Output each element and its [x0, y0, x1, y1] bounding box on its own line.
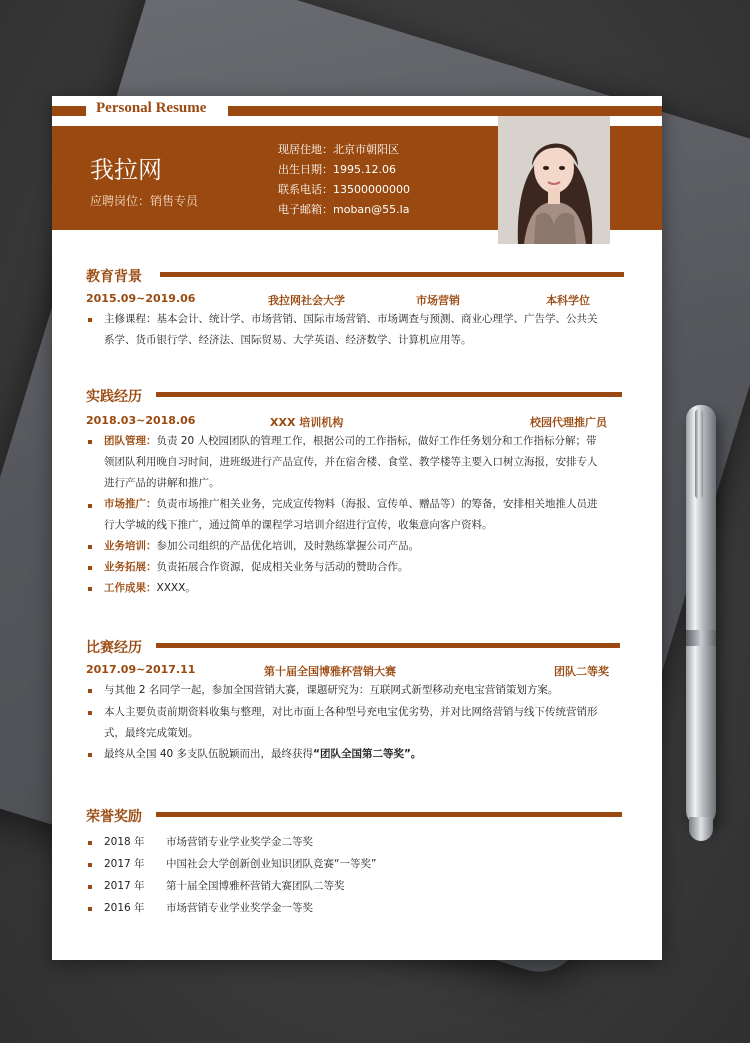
- education-major: 市场营销: [416, 294, 460, 307]
- practice-label: 团队管理：: [104, 435, 157, 447]
- bullet: [88, 841, 92, 845]
- section-title-contest: 比赛经历: [86, 640, 142, 656]
- pen-band: [686, 630, 716, 646]
- practice-line: 进行产品的讲解和推广。: [104, 477, 220, 489]
- education-degree: 本科学位: [546, 294, 590, 307]
- info-birthday: 出生日期：1995.12.06: [278, 163, 396, 176]
- honor-year: 2017 年: [104, 858, 145, 870]
- pen-clip: [695, 409, 703, 499]
- practice-org: XXX 培训机构: [270, 416, 344, 429]
- contest-name: 第十届全国博雅杯营销大赛: [264, 665, 396, 678]
- contest-line-2: [104, 702, 624, 744]
- education-school: 我拉网社会大学: [268, 294, 345, 307]
- courses-line-1: 主修课程：基本会计、统计学、市场营销、国际市场营销、市场调查与预测、商业心理学、广告学、公共关: [104, 313, 598, 325]
- title-bar-left: [52, 106, 86, 116]
- bullet: [88, 907, 92, 911]
- bullet: [88, 711, 92, 715]
- contest-line-2b: 式，最终完成策划。: [104, 727, 199, 739]
- section-title-education: 教育背景: [86, 269, 142, 285]
- title-bar-right: [228, 106, 662, 116]
- bullet: [88, 689, 92, 693]
- practice-item-marketing: [104, 494, 624, 536]
- practice-line: 行大学城的线下推广，通过简单的课程学习培训介绍进行宣传，收集意向客户资料。: [104, 519, 493, 531]
- honor-year: 2018 年: [104, 836, 145, 848]
- section-title-honors: 荣誉奖励: [86, 809, 142, 825]
- pen-decoration: [686, 405, 716, 825]
- honor-text: 第十届全国博雅杯营销大赛团队二等奖: [166, 880, 345, 892]
- practice-label: 市场推广：: [104, 498, 157, 510]
- practice-date: 2018.03~2018.06: [86, 414, 196, 427]
- bullet: [88, 566, 92, 570]
- section-title-practice: 实践经历: [86, 389, 142, 405]
- bullet: [88, 545, 92, 549]
- practice-line: 负责 20 人校园团队的管理工作，根据公司的工作指标，做好工作任务划分和工作指标分解；带: [156, 435, 597, 447]
- profile-photo: [498, 116, 610, 244]
- honor-year: 2017 年: [104, 880, 145, 892]
- section-rule-contest: [156, 643, 620, 648]
- practice-label: 工作成果：: [104, 582, 157, 594]
- courses-line-2: 系学、货币银行学、经济法、国际贸易、大学英语、经济数学、计算机应用等。: [104, 334, 472, 346]
- info-email: 电子邮箱：moban@55.la: [278, 203, 410, 216]
- practice-line: 负责市场推广相关业务，完成宣传物料（海报、宣传单、赠品等）的筹备，安排相关地推人员进: [156, 498, 598, 510]
- section-rule-education: [160, 272, 624, 277]
- section-rule-honors: [156, 812, 622, 817]
- resume-page: [52, 96, 662, 960]
- education-date: 2015.09~2019.06: [86, 292, 196, 305]
- bullet: [88, 504, 92, 508]
- practice-label: 业务培训：: [104, 540, 157, 552]
- contest-date: 2017.09~2017.11: [86, 663, 196, 676]
- practice-line: 负责拓展合作资源，促成相关业务与活动的赞助合作。: [156, 561, 409, 573]
- contest-award: 团队二等奖: [554, 665, 609, 678]
- info-address: 现居住地：北京市朝阳区: [278, 143, 399, 156]
- education-courses: [104, 309, 624, 351]
- contact-info: [278, 140, 410, 220]
- practice-role: 校园代理推广员: [530, 416, 607, 429]
- practice-label: 业务拓展：: [104, 561, 157, 573]
- honor-text: 市场营销专业学业奖学金一等奖: [166, 902, 313, 914]
- honor-text: 市场营销专业学业奖学金二等奖: [166, 836, 313, 848]
- practice-item-team: [104, 431, 624, 494]
- bullet: [88, 863, 92, 867]
- candidate-name: 我拉网: [90, 156, 162, 184]
- contest-line-3-post: 。: [410, 748, 422, 760]
- profile-photo-illustration: [498, 116, 610, 244]
- contest-line-3-pre: 最终从全国 40 多支队伍脱颖而出，最终获得: [104, 748, 314, 760]
- job-target: 应聘岗位：销售专员: [90, 194, 199, 208]
- practice-line: 参加公司组织的产品优化培训，及时熟练掌握公司产品。: [156, 540, 419, 552]
- contest-line-3: [104, 744, 624, 765]
- practice-line: 领团队利用晚自习时间，进班级进行产品宣传，并在宿舍楼、食堂、教学楼等主要入口树立海报，安排专人: [104, 456, 598, 468]
- honor-text: 中国社会大学创新创业知识团队竞赛“一等奖”: [166, 858, 377, 870]
- practice-item-training: [104, 536, 624, 557]
- bullet: [88, 885, 92, 889]
- resume-title: Personal Resume: [96, 100, 207, 116]
- practice-line: XXXX。: [156, 582, 196, 594]
- honor-year: 2016 年: [104, 902, 145, 914]
- bullet: [88, 440, 92, 444]
- practice-item-result: [104, 578, 624, 599]
- bullet: [88, 753, 92, 757]
- bullet: [88, 587, 92, 591]
- contest-line-3-highlight: “团队全国第二等奖”: [313, 748, 411, 760]
- section-rule-practice: [156, 392, 622, 397]
- practice-item-expansion: [104, 557, 624, 578]
- info-phone: 联系电话：13500000000: [278, 183, 410, 196]
- bullet: [88, 318, 92, 322]
- contest-line-1: 与其他 2 名同学一起，参加全国营销大赛，课题研究为：互联网式新型移动充电宝营销策划方案。: [104, 684, 559, 696]
- contest-line-2a: 本人主要负责前期资料收集与整理，对比市面上各种型号充电宝优劣势，并对比网络营销与线下传统营销形: [104, 706, 598, 718]
- pen-tip: [689, 817, 713, 841]
